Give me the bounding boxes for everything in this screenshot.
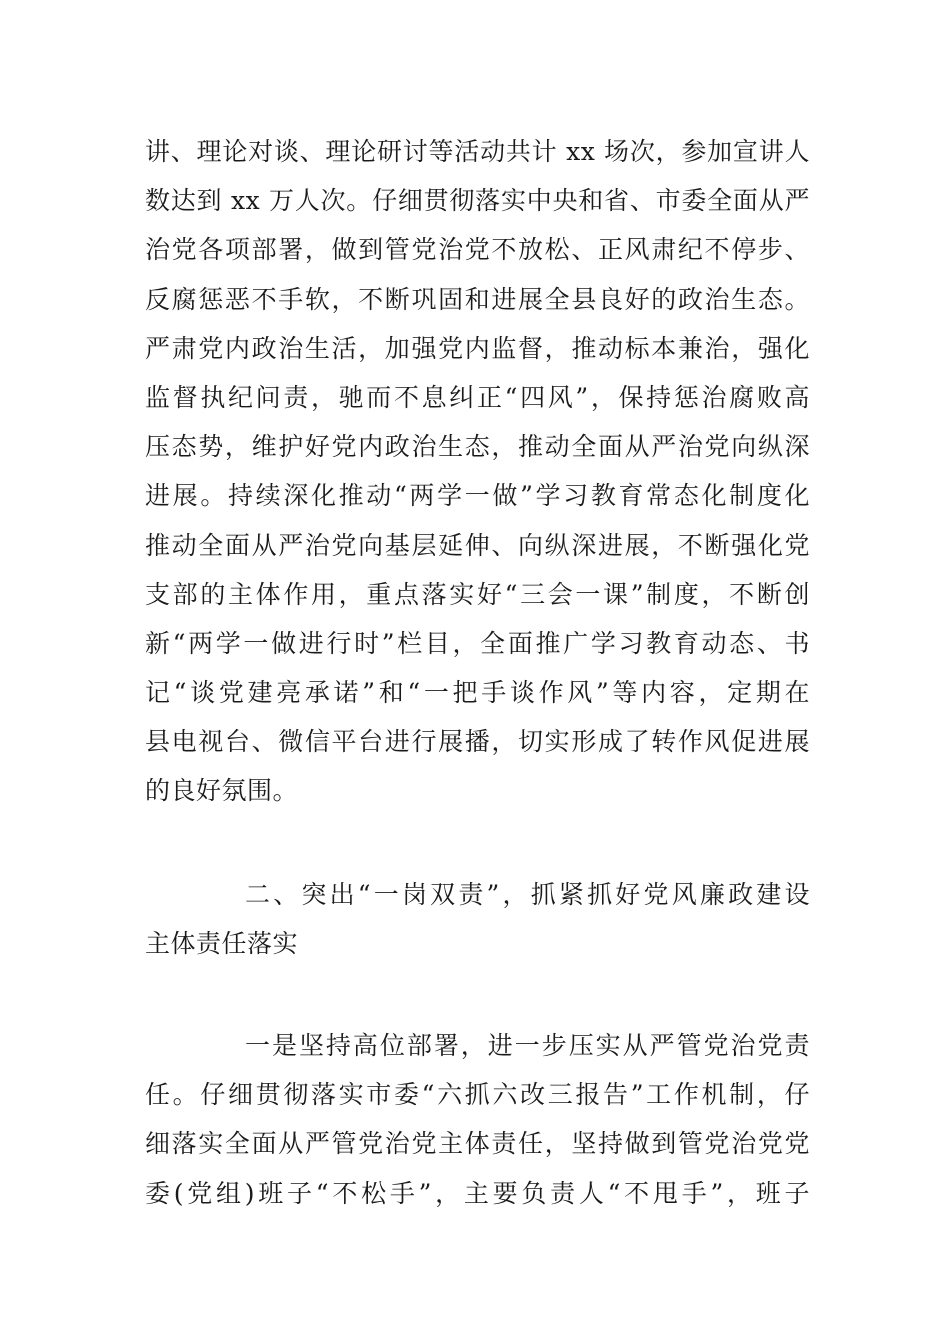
body-paragraph	[145, 1021, 810, 1218]
text-line: 压态势，维护好党内政治生态，推动全面从严治党向纵深	[145, 432, 810, 462]
text-line: 任。仔细贯彻落实市委“六抓六改三报告”工作机制，仔	[145, 1080, 810, 1110]
text-line: 一是坚持高位部署，进一步压实从严管党治党责	[245, 1031, 810, 1060]
text-line: 数达到 xx 万人次。仔细贯彻落实中央和省、市委全面从严	[145, 186, 810, 216]
text-line: 委(党组)班子“不松手”，主要负责人“不甩手”，班子	[145, 1178, 810, 1208]
text-line: 严肃党内政治生活，加强党内监督，推动标本兼治，强化	[145, 333, 810, 363]
text-line: 反腐惩恶不手软，不断巩固和进展全县良好的政治生态。	[145, 284, 810, 314]
text-line: 新“两学一做进行时”栏目，全面推广学习教育动态、书	[145, 628, 810, 658]
text-line: 的良好氛围。	[145, 776, 299, 806]
body-paragraph	[145, 127, 810, 816]
text-line: 治党各项部署，做到管党治党不放松、正风肃纪不停步、	[145, 235, 810, 265]
text-line: 记“谈党建亮承诺”和“一把手谈作风”等内容，定期在	[145, 678, 810, 708]
heading-line: 二、突出“一岗双责”，抓紧抓好党风廉政建设	[245, 880, 810, 909]
text-line: 进展。持续深化推动“两学一做”学习教育常态化制度化	[145, 481, 810, 511]
text-line: 讲、理论对谈、理论研讨等活动共计 xx 场次，参加宣讲人	[145, 137, 810, 166]
heading-line: 主体责任落实	[145, 929, 299, 959]
section-heading	[145, 870, 810, 968]
text-line: 细落实全面从严管党治党主体责任，坚持做到管党治党党	[145, 1129, 810, 1159]
text-line: 县电视台、微信平台进行展播，切实形成了转作风促进展	[145, 727, 810, 757]
text-line: 监督执纪问责，驰而不息纠正“四风”，保持惩治腐败高	[145, 382, 810, 412]
text-line: 支部的主体作用，重点落实好“三会一课”制度，不断创	[145, 579, 810, 609]
text-line: 推动全面从严治党向基层延伸、向纵深进展，不断强化党	[145, 530, 810, 560]
